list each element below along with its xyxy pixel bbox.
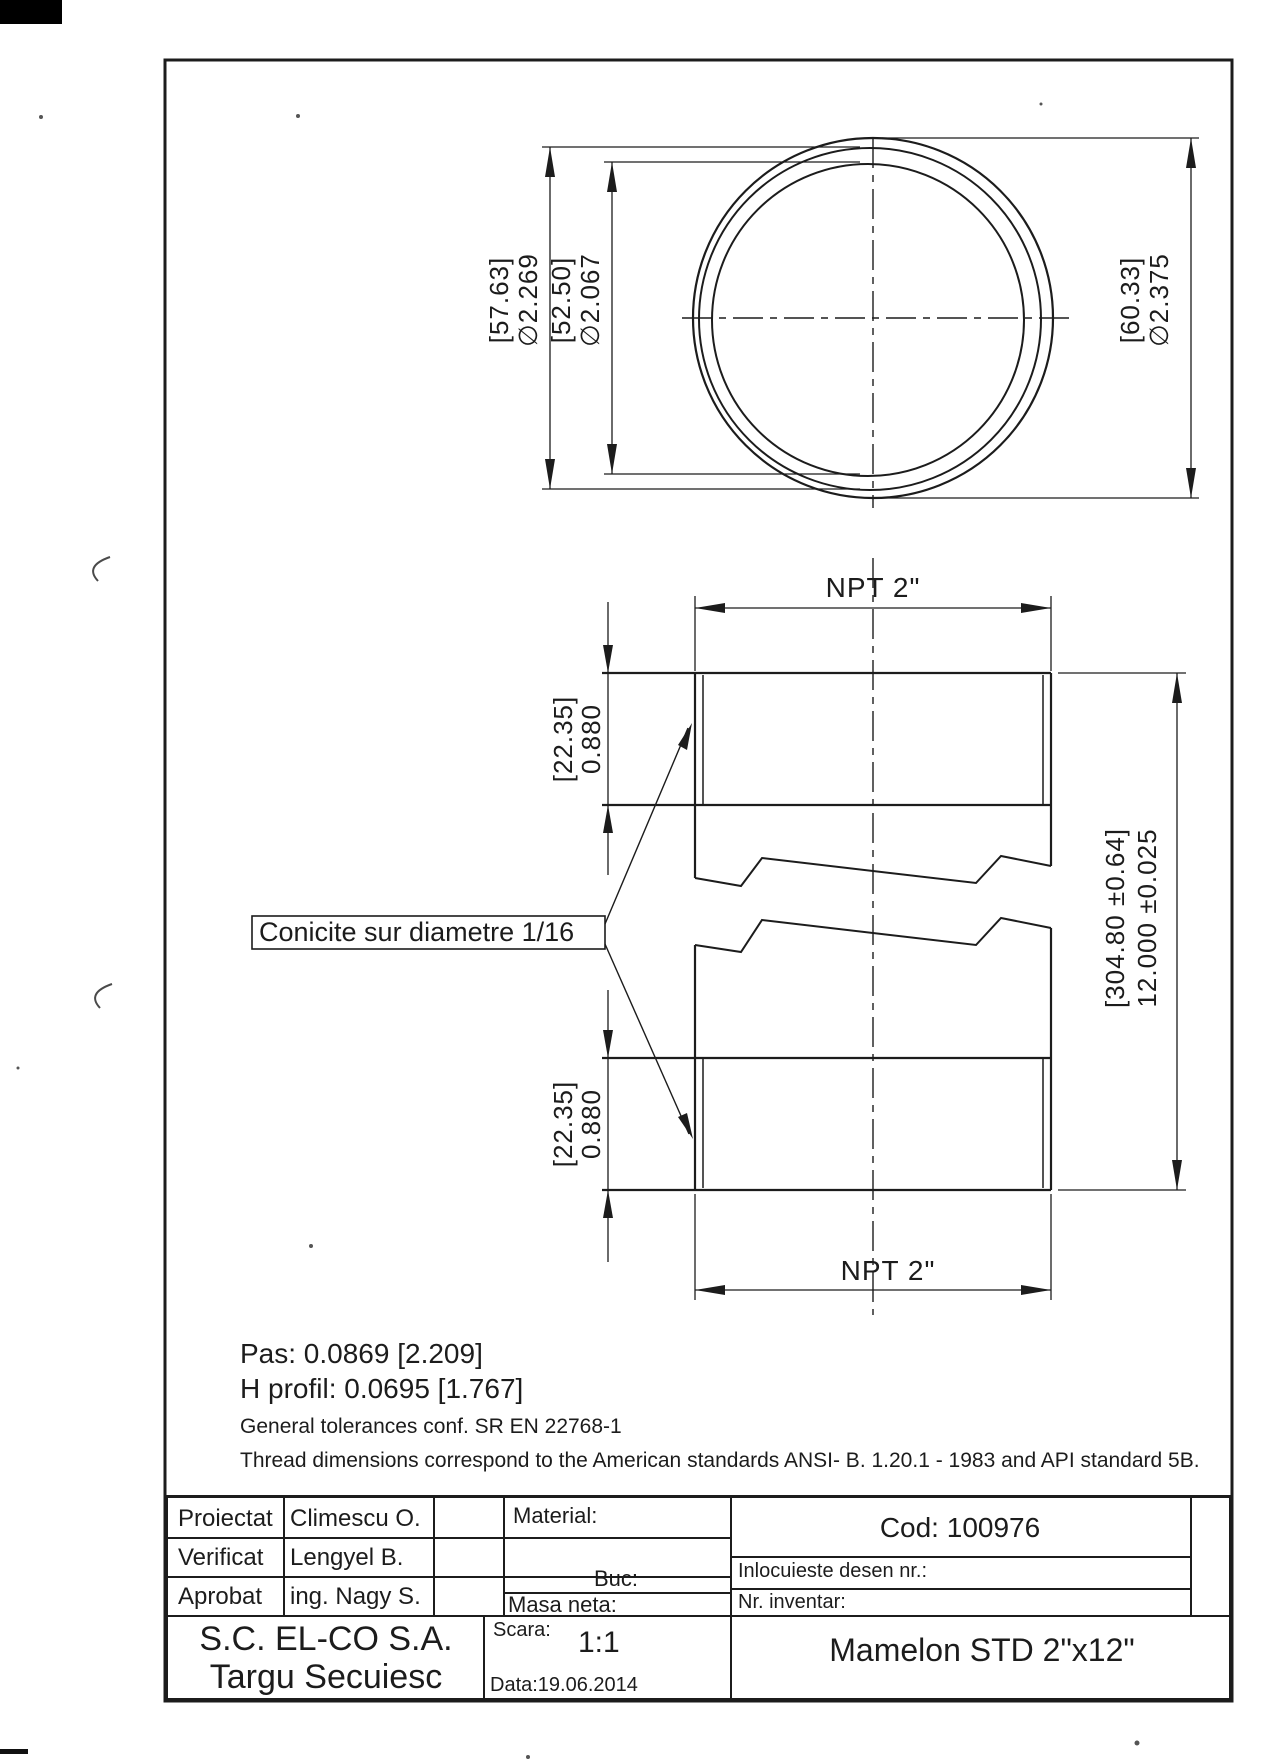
role-aprobat-name: ing. Nagy S. [290, 1583, 421, 1610]
role-proiectat-name: Climescu O. [290, 1505, 421, 1532]
dim-pitch-inch: ∅2.269 [513, 253, 543, 347]
note-h-profil: H profil: 0.0695 [1.767] [240, 1373, 524, 1404]
date-value: Data:19.06.2014 [490, 1674, 638, 1696]
npt-label-top: NPT 2" [825, 572, 921, 603]
taper-note-text: Conicite sur diametre 1/16 [259, 917, 575, 947]
role-verificat-label: Verificat [178, 1544, 264, 1571]
cod-value: Cod: 100976 [879, 1512, 1041, 1543]
dim-id-mm: [52.50] [546, 256, 576, 344]
scale-value: 1:1 [578, 1626, 620, 1659]
inner-diameter-circle [712, 164, 1024, 476]
top-view [484, 138, 1199, 508]
npt-label-bottom: NPT 2" [840, 1255, 936, 1286]
buc-label: Buc: [593, 1566, 639, 1591]
thread-length-bottom-inch: 0.880 [576, 1088, 606, 1160]
material-label: Material: [513, 1503, 598, 1528]
note-tolerances: General tolerances conf. SR EN 22768-1 [240, 1415, 622, 1438]
thread-length-top-mm: [22.35] [548, 695, 578, 783]
company-name: S.C. EL-CO S.A. [199, 1620, 453, 1658]
note-pas: Pas: 0.0869 [2.209] [240, 1338, 483, 1369]
scale-label: Scara: [493, 1619, 551, 1641]
overall-length-mm: [304.80 ±0.64] [1100, 827, 1130, 1009]
role-proiectat-label: Proiectat [178, 1505, 273, 1532]
taper-note [252, 723, 693, 1139]
replaces-label: Inlocuieste desen nr.: [738, 1560, 928, 1582]
title-block [165, 1495, 1232, 1701]
dim-od-mm: [60.33] [1115, 256, 1145, 344]
masa-neta-label: Masa neta: [508, 1592, 617, 1617]
dim-id-inch: ∅2.067 [575, 253, 605, 347]
role-aprobat-label: Aprobat [178, 1583, 263, 1610]
overall-length-inch: 12.000 ±0.025 [1132, 828, 1162, 1008]
dim-od-inch: ∅2.375 [1144, 253, 1174, 347]
role-verificat-name: Lengyel B. [290, 1544, 404, 1571]
section-view [252, 558, 1186, 1315]
inventory-label: Nr. inventar: [738, 1591, 846, 1613]
notes [240, 1338, 1200, 1472]
thread-length-bottom-mm: [22.35] [548, 1080, 578, 1168]
dim-pitch-mm: [57.63] [484, 256, 514, 344]
pitch-diameter-circle [699, 148, 1041, 490]
company-city: Targu Secuiesc [209, 1658, 443, 1696]
part-title: Mamelon STD 2"x12" [829, 1632, 1135, 1668]
thread-length-top-inch: 0.880 [576, 703, 606, 775]
note-thread-standard: Thread dimensions correspond to the American standards ANSI- B. 1.20.1 - 1983 and API standard 5B. [240, 1449, 1200, 1472]
